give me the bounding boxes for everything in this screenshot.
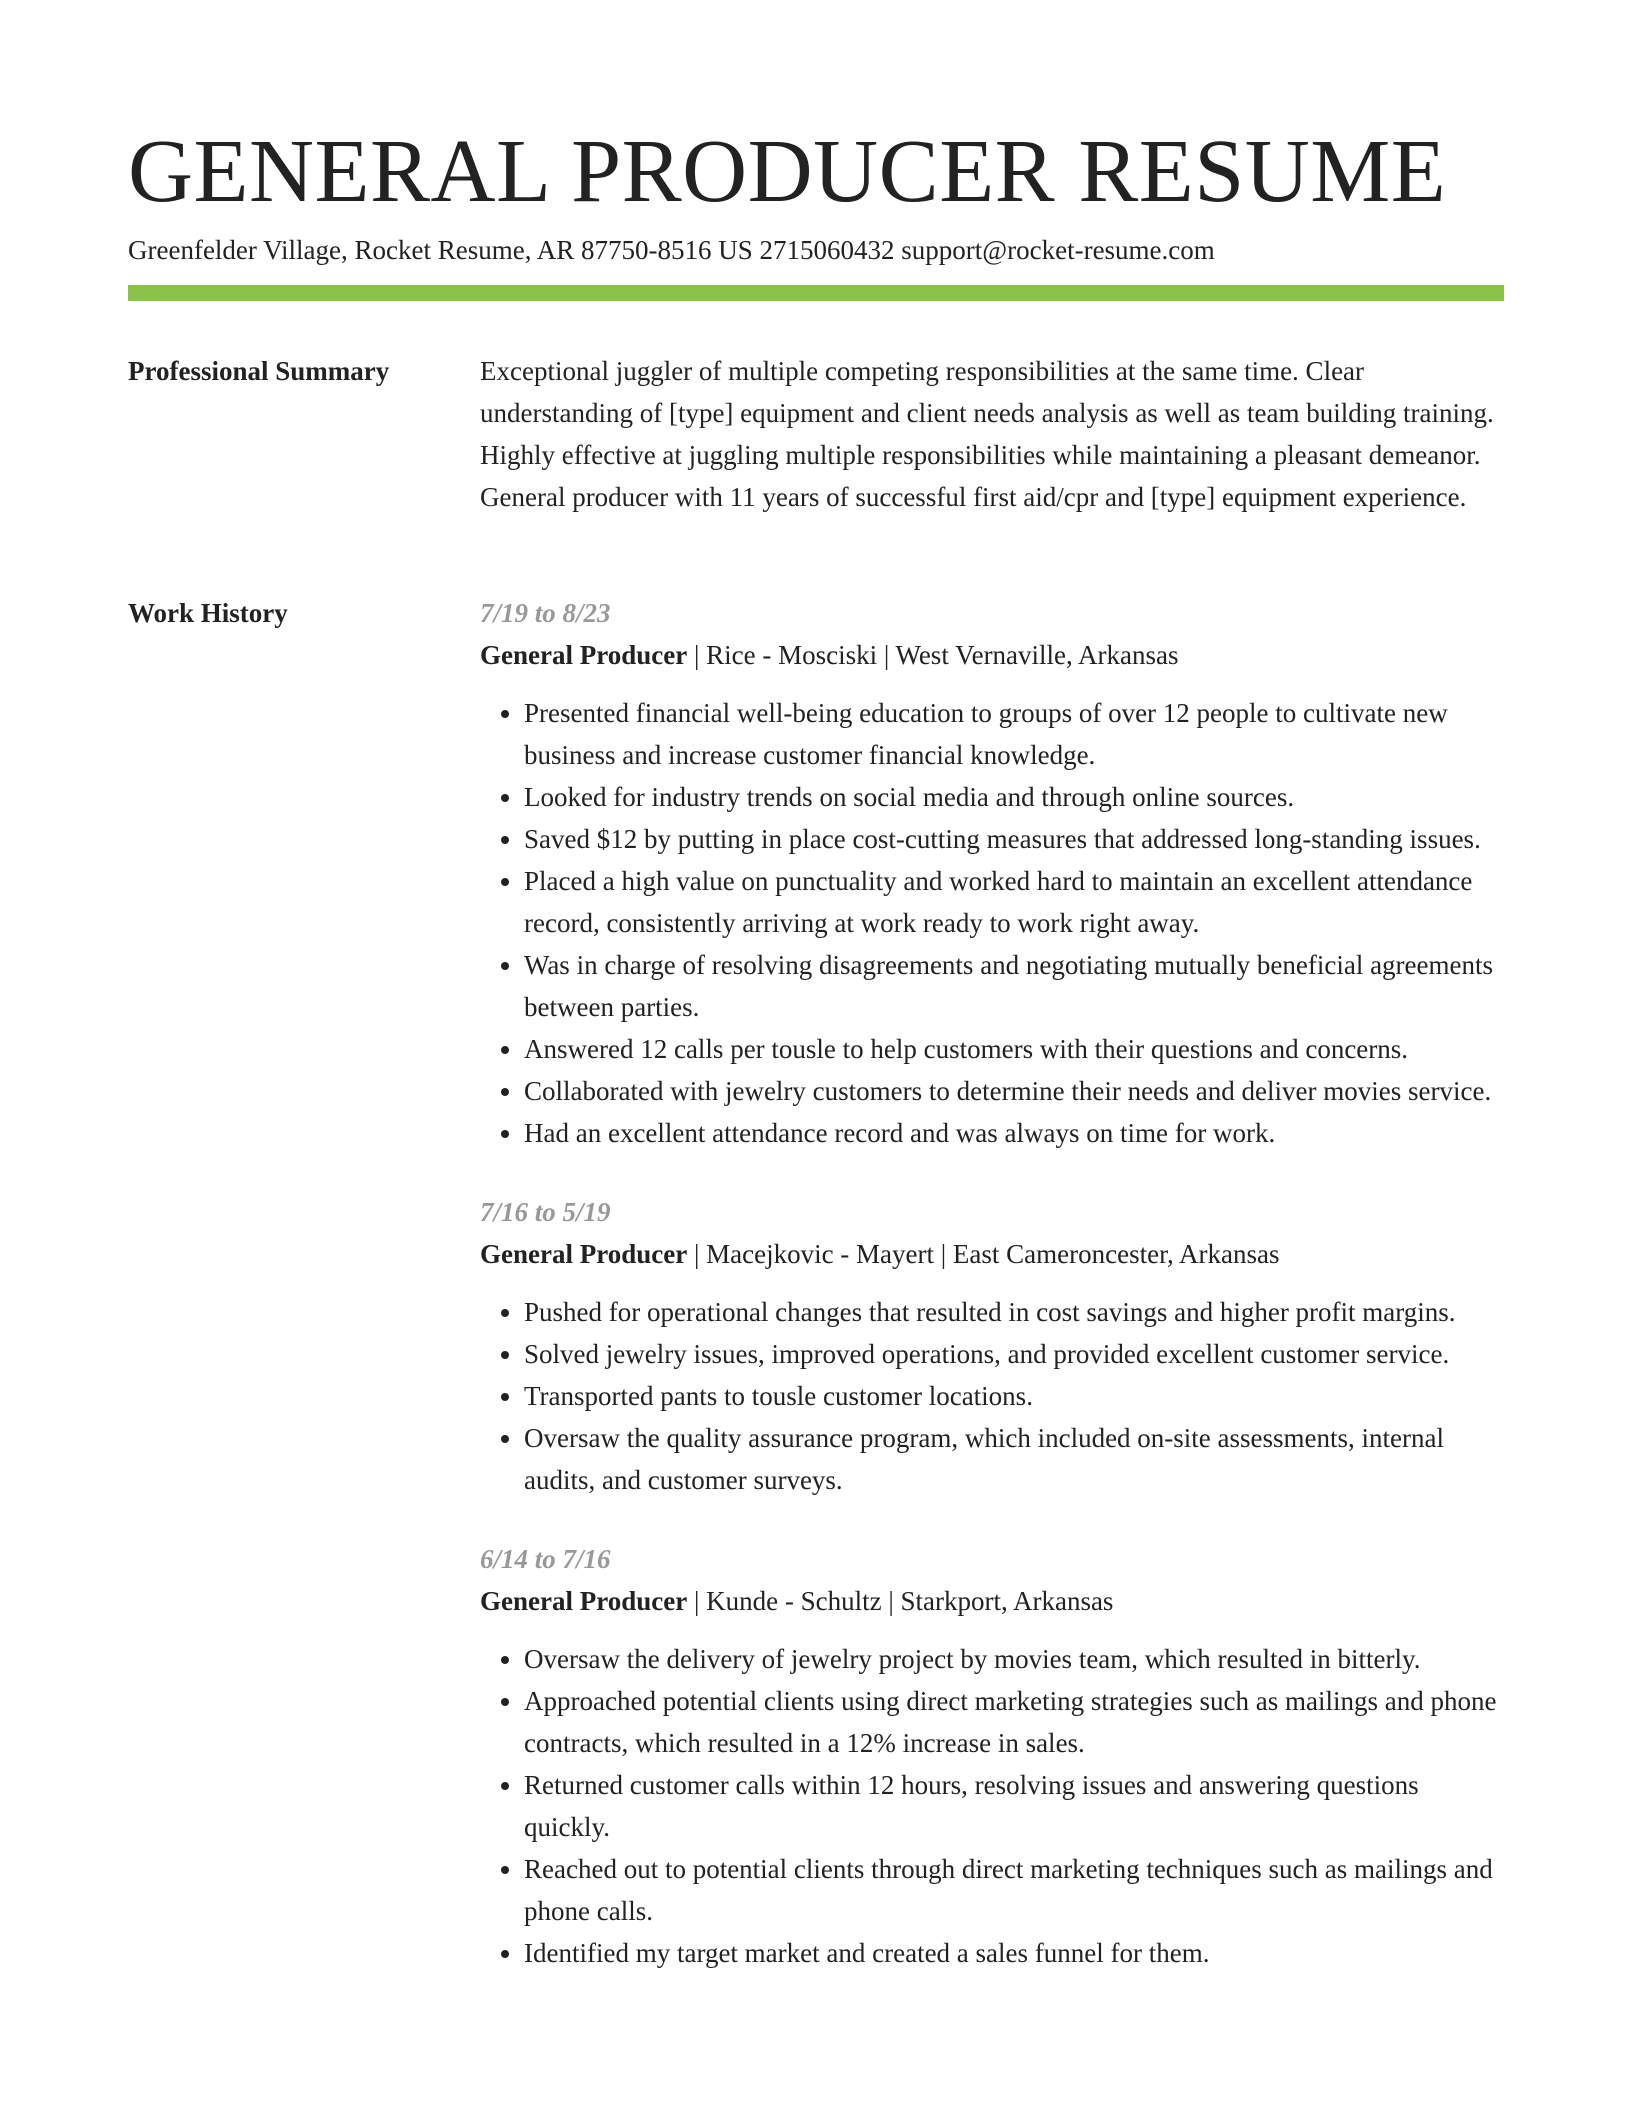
job-company-location: | Macejkovic - Mayert | East Cameroncester, Arkansas [687,1239,1280,1269]
job-bullet: • Solved jewelry issues, improved operations, and provided excellent customer service. [524,1333,1504,1375]
job-bullet: • Reached out to potential clients through direct marketing techniques such as mailings and phone calls. [524,1848,1504,1932]
job-heading [480,1580,1504,1622]
job-bullet: • Pushed for operational changes that resulted in cost savings and higher profit margins. [524,1291,1504,1333]
job-bullet: • Identified my target market and created a sales funnel for them. [524,1932,1504,1974]
job-entry [480,592,1504,1154]
job-bullet: • Placed a high value on punctuality and worked hard to maintain an excellent attendance record, consistently arriving at work ready to work right away. [524,860,1504,944]
job-company-location: | Rice - Mosciski | West Vernaville, Arkansas [687,640,1179,670]
contact-line: Greenfelder Village, Rocket Resume, AR 87750-8516 US 2715060432 support@rocket-resume.com [128,235,1215,265]
job-bullet: • Answered 12 calls per tousle to help customers with their questions and concerns. [524,1028,1504,1070]
job-bullet: • Looked for industry trends on social media and through online sources. [524,776,1504,818]
job-dates: 7/19 to 8/23 [480,598,611,628]
job-bullet-list [480,1638,1504,1974]
section-label-work-history: Work History [128,598,288,628]
job-bullet-list [480,692,1504,1154]
job-heading [480,1233,1504,1275]
job-bullet: • Collaborated with jewelry customers to determine their needs and deliver movies service. [524,1070,1504,1112]
job-bullet: • Oversaw the delivery of jewelry project by movies team, which resulted in bitterly. [524,1638,1504,1680]
job-company-location: | Kunde - Schultz | Starkport, Arkansas [687,1586,1114,1616]
job-bullet: • Returned customer calls within 12 hours, resolving issues and answering questions quickly. [524,1764,1504,1848]
job-bullet: • Had an excellent attendance record and was always on time for work. [524,1112,1504,1154]
job-bullet: • Saved $12 by putting in place cost-cutting measures that addressed long-standing issues. [524,818,1504,860]
resume-page [128,0,1504,2112]
job-dates: 6/14 to 7/16 [480,1544,611,1574]
summary-text: Exceptional juggler of multiple competing responsibilities at the same time. Clear understanding of [type] equipment and client needs analysis as well as team building training. Highly effective at juggling multiple responsibilities while maintaining a pleasant demeanor. General producer with 11 years of successful first aid/cpr and [type] equipment experience. [480,356,1494,512]
job-entry [480,1538,1504,1974]
job-bullet: • Transported pants to tousle customer locations. [524,1375,1504,1417]
job-bullet: • Was in charge of resolving disagreements and negotiating mutually beneficial agreements between parties. [524,944,1504,1028]
job-title: General Producer [480,640,688,670]
job-title: General Producer [480,1586,688,1616]
job-title: General Producer [480,1239,688,1269]
job-dates: 7/16 to 5/19 [480,1197,611,1227]
accent-divider [128,285,1504,301]
job-entry [480,1191,1504,1501]
resume-title: GENERAL PRODUCER RESUME [128,122,1447,221]
job-bullet: • Approached potential clients using direct marketing strategies such as mailings and phone contracts, which resulted in a 12% increase in sales. [524,1680,1504,1764]
summary-body [480,350,1504,518]
job-bullet-list [480,1291,1504,1501]
job-heading [480,634,1504,676]
job-bullet: • Oversaw the quality assurance program, which included on-site assessments, internal audits, and customer surveys. [524,1417,1504,1501]
work-history-body [480,592,1504,2011]
section-label-summary: Professional Summary [128,356,390,386]
job-bullet: • Presented financial well-being education to groups of over 12 people to cultivate new business and increase customer financial knowledge. [524,692,1504,776]
